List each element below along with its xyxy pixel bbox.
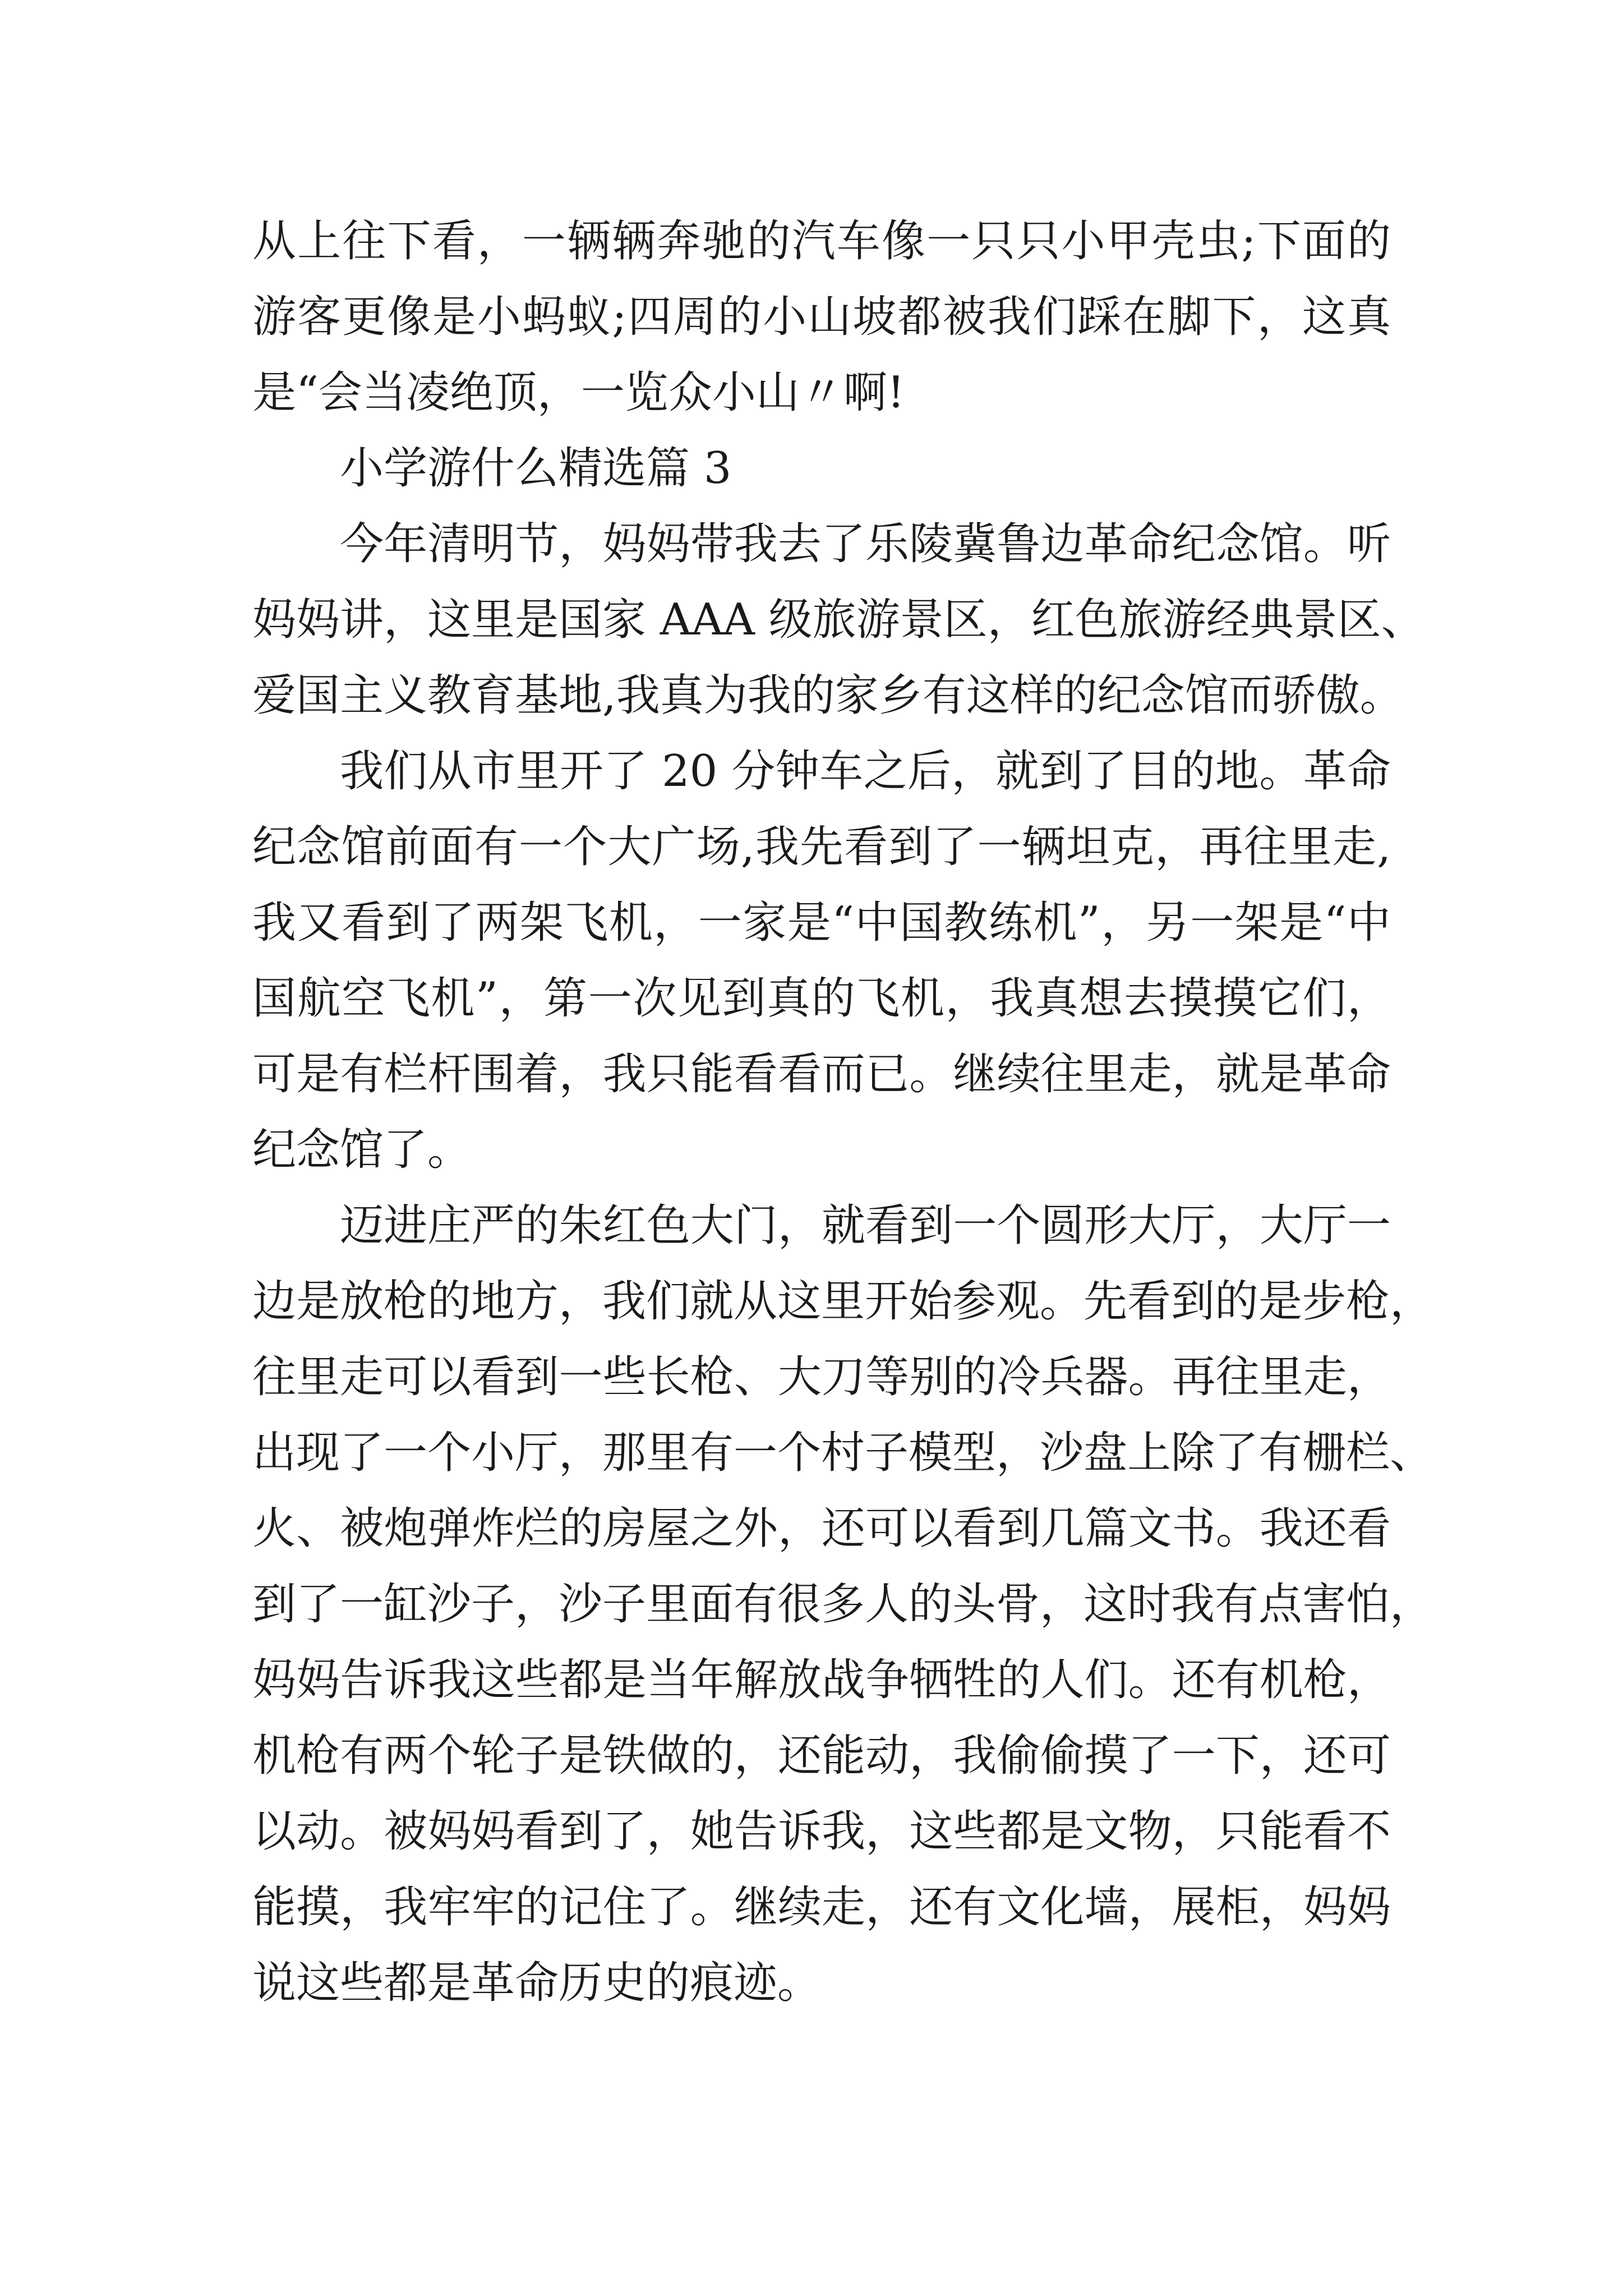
text-line: 我们从市里开了 20 分钟车之后，就到了目的地。革命	[340, 746, 1391, 797]
text-line: 以动。被妈妈看到了，她告诉我，这些都是文物，只能看不	[252, 1806, 1391, 1857]
text-line: 边是放枪的地方，我们就从这里开始参观。先看到的是步枪，	[252, 1276, 1434, 1327]
text-line: 游客更像是小蚂蚁;四周的小山坡都被我们踩在脚下，这真	[252, 292, 1391, 342]
text-line: 可是有栏杆围着，我只能看看而已。继续往里走，就是革命	[252, 1049, 1391, 1099]
text-line: 国航空飞机”，第一次见到真的飞机，我真想去摸摸它们，	[252, 973, 1391, 1024]
text-line: 出现了一个小厅，那里有一个村子模型，沙盘上除了有栅栏、	[252, 1428, 1434, 1478]
text-line: 往里走可以看到一些长枪、大刀等别的冷兵器。再往里走，	[252, 1352, 1391, 1402]
text-line: 是“会当凌绝顶，一览众小山〃啊!	[252, 367, 905, 418]
text-line: 迈进庄严的朱红色大门，就看到一个圆形大厅，大厅一	[340, 1200, 1391, 1251]
text-line: 妈妈讲，这里是国家 AAA 级旅游景区，红色旅游经典景区、	[252, 595, 1425, 645]
text-line: 我又看到了两架飞机，一家是“中国教练机”，另一架是“中	[252, 898, 1391, 948]
text-line: 纪念馆前面有一个大广场,我先看到了一辆坦克，再往里走,	[252, 822, 1391, 872]
text-line: 爱国主义教育基地,我真为我的家乡有这样的纪念馆而骄傲。	[252, 670, 1404, 721]
text-line: 火、被炮弹炸烂的房屋之外，还可以看到几篇文书。我还看	[252, 1503, 1391, 1554]
section-heading: 小学游什么精选篇 3	[340, 443, 732, 494]
text-line: 到了一缸沙子，沙子里面有很多人的头骨，这时我有点害怕，	[252, 1579, 1434, 1630]
text-line: 能摸，我牢牢的记住了。继续走，还有文化墙，展柜，妈妈	[252, 1882, 1391, 1932]
text-line: 纪念馆了。	[252, 1125, 472, 1175]
text-line: 机枪有两个轮子是铁做的，还能动，我偷偷摸了一下，还可	[252, 1731, 1391, 1781]
text-line: 说这些都是革命历史的痕迹。	[252, 1958, 822, 2008]
text-line: 从上往下看，一辆辆奔驰的汽车像一只只小甲壳虫;下面的	[252, 216, 1391, 266]
text-line: 妈妈告诉我这些都是当年解放战争牺牲的人们。还有机枪，	[252, 1655, 1391, 1705]
text-line: 今年清明节，妈妈带我去了乐陵冀鲁边革命纪念馆。听	[340, 519, 1391, 569]
